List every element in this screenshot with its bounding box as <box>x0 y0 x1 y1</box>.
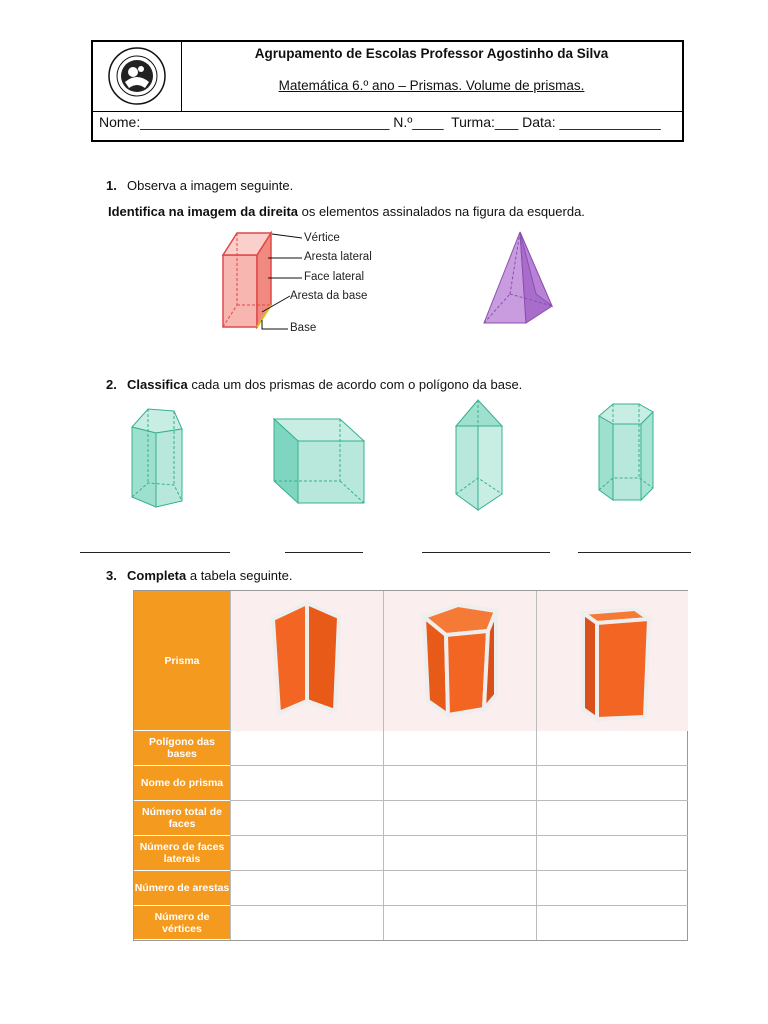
row-header-poligono: Polígono das bases <box>134 731 230 766</box>
subject-title: Matemática 6.º ano – Prismas. Volume de prismas. <box>278 78 585 93</box>
q2-number: 2. <box>106 377 117 392</box>
label-face-lateral: Face lateral <box>304 271 365 283</box>
row-header-nome: Nome do prisma <box>134 766 230 801</box>
row-header-faces-laterais: Número de faces laterais <box>134 836 230 871</box>
cell-faces-1[interactable] <box>230 801 383 836</box>
q2-bold: Classifica <box>127 377 188 392</box>
cell-poligono-2[interactable] <box>383 731 536 766</box>
school-name: Agrupamento de Escolas Professor Agostinho da Silva <box>254 46 609 61</box>
prism-photo-quadrangular <box>536 591 688 731</box>
cell-faces-2[interactable] <box>383 801 536 836</box>
label-aresta-base: Aresta da base <box>290 290 368 302</box>
prism-table <box>133 590 688 941</box>
school-logo <box>93 42 182 112</box>
q3-number: 3. <box>106 568 117 583</box>
q2-text <box>127 377 522 392</box>
title-cell <box>181 42 682 112</box>
cell-vertices-1[interactable] <box>230 906 383 940</box>
cell-arestas-2[interactable] <box>383 871 536 906</box>
cell-arestas-1[interactable] <box>230 871 383 906</box>
q1-text: Observa a imagem seguinte. <box>127 178 294 193</box>
label-base: Base <box>290 322 317 334</box>
answer-blank-3[interactable] <box>422 552 550 553</box>
cell-faces-3[interactable] <box>536 801 688 836</box>
cube-figure <box>270 415 368 507</box>
cell-nome-3[interactable] <box>536 766 688 801</box>
cell-poligono-1[interactable] <box>230 731 383 766</box>
q1-instruction <box>108 204 585 219</box>
header-box <box>91 40 684 142</box>
pyramid-figure <box>480 228 556 326</box>
cell-vertices-3[interactable] <box>536 906 688 940</box>
cell-arestas-3[interactable] <box>536 871 688 906</box>
triangular-prism-figure <box>452 398 508 514</box>
answer-blank-2[interactable] <box>285 552 363 553</box>
prism-photo-triangular <box>230 591 383 731</box>
cell-nome-1[interactable] <box>230 766 383 801</box>
row-header-faces: Número total de faces <box>134 801 230 836</box>
cell-vertices-2[interactable] <box>383 906 536 940</box>
cell-poligono-3[interactable] <box>536 731 688 766</box>
q2-rest: cada um dos prismas de acordo com o polígono da base. <box>187 377 523 392</box>
q1-number: 1. <box>106 178 117 193</box>
student-info-line: Nome:________________________________ N.º____ Turma:___ Data: _____________ <box>99 114 661 130</box>
cell-faces-laterais-2[interactable] <box>383 836 536 871</box>
q3-rest: a tabela seguinte. <box>186 568 293 583</box>
answer-blank-1[interactable] <box>80 552 230 553</box>
prism-photo-pentagonal <box>383 591 536 731</box>
q1-instruction-bold: Identifica na imagem da direita <box>108 204 298 219</box>
row-header-prisma: Prisma <box>134 591 230 731</box>
cell-nome-2[interactable] <box>383 766 536 801</box>
hexagonal-prism-figure <box>595 400 659 506</box>
cell-faces-laterais-3[interactable] <box>536 836 688 871</box>
q1-instruction-rest: os elementos assinalados na figura da esquerda. <box>298 204 585 219</box>
pentagonal-prism-figure <box>128 405 188 511</box>
cell-faces-laterais-1[interactable] <box>230 836 383 871</box>
label-vertice: Vértice <box>304 232 340 244</box>
q3-bold: Completa <box>127 568 187 583</box>
answer-blank-4[interactable] <box>578 552 691 553</box>
row-header-vertices: Número de vértices <box>134 906 230 940</box>
q3-text <box>127 568 292 583</box>
label-aresta-lateral: Aresta lateral <box>304 251 372 263</box>
row-header-arestas: Número de arestas <box>134 871 230 906</box>
